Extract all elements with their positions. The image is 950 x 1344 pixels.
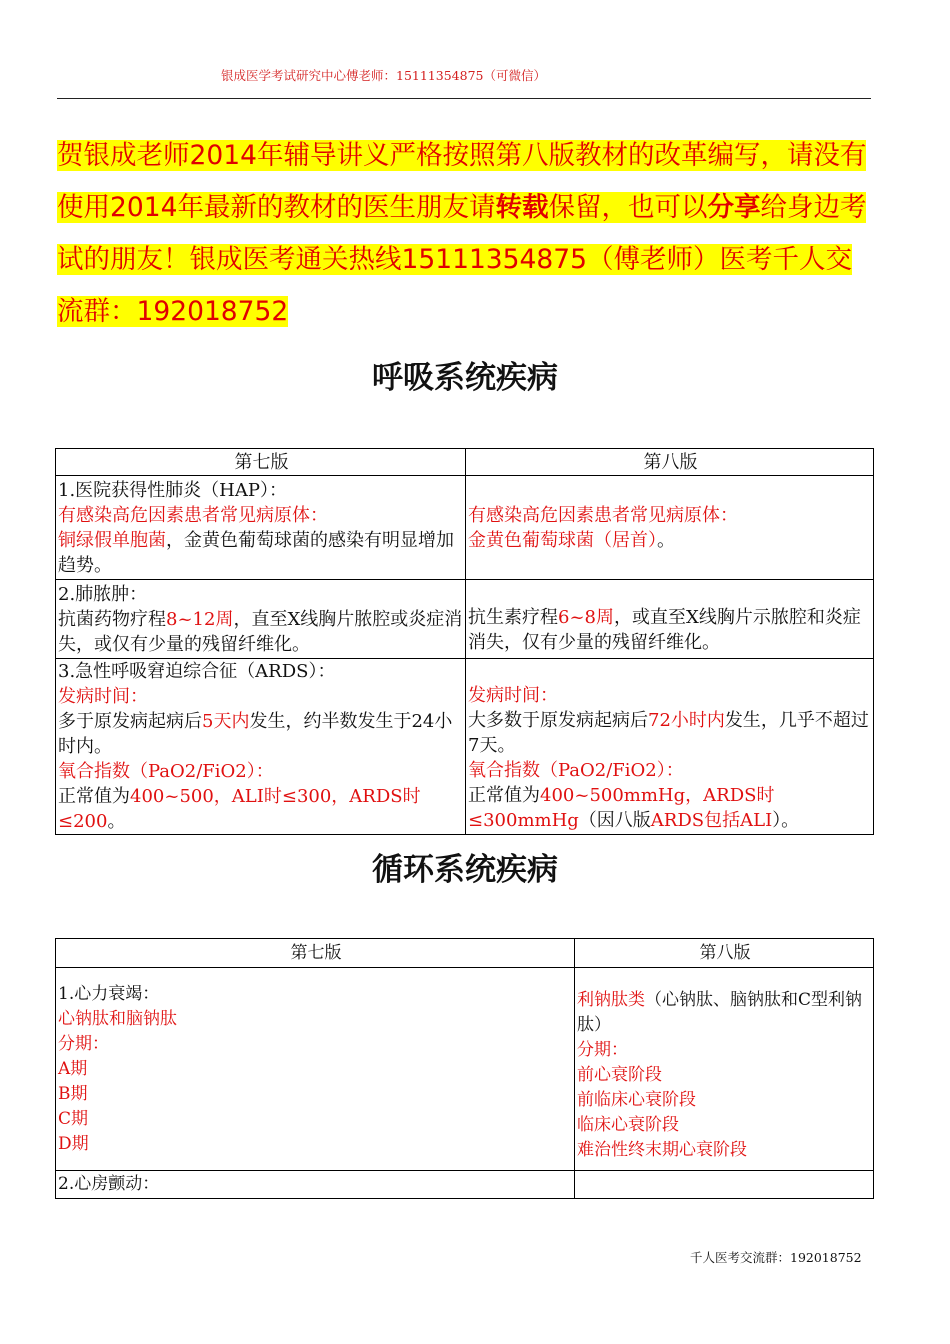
- abscess-course-8th: 6~8周: [558, 607, 614, 628]
- header-divider: [57, 98, 871, 99]
- hap-text-7th: ，金黄色葡萄球菌的感染有明显增加趋势。: [58, 529, 454, 576]
- column-header-7th-edition: 第七版: [56, 939, 575, 968]
- hap-risk-label-8th: 有感染高危因素患者常见病原体：: [468, 504, 738, 526]
- cell-af-8th: [575, 1171, 874, 1199]
- hf-stage-c: C期: [58, 1109, 89, 1129]
- ards-onset-text-a-7th: 多于原发病起病后: [58, 711, 202, 732]
- ards-oxygenation-label-8th: 氧合指数（PaO2/FiO2）：: [468, 759, 684, 781]
- column-header-8th-edition: 第八版: [575, 939, 874, 968]
- column-header-7th-edition: 第七版: [56, 449, 466, 476]
- abscess-text-b-8th: ，或直至X线胸片示脓腔和炎症消失，仅有少量的残留纤维化。: [468, 607, 861, 653]
- cell-hf-7th: [56, 968, 575, 1171]
- cell-af-7th: 2.心房颤动：: [56, 1171, 575, 1199]
- ards-ox-text-8th: 正常值为: [468, 784, 540, 806]
- promo-banner-text: [57, 140, 866, 327]
- ards-ox-mid-8th: （因八版: [578, 809, 651, 831]
- banner-bold-repost: 转载: [495, 192, 549, 223]
- banner-part3: 给身边考试的朋友！银成医考通关热线15111354875（傅老师）医考千人交流群：192018752: [57, 192, 867, 327]
- hf-stage-d: D期: [58, 1134, 89, 1154]
- hf-peptide-7th: 心钠肽和脑钠肽: [58, 1009, 177, 1029]
- abscess-course-7th: 8~12周: [166, 608, 234, 630]
- hap-pathogen-8th: 金黄色葡萄球菌（居首）: [468, 529, 657, 551]
- abscess-heading: 2.肺脓肿：: [58, 583, 148, 605]
- cell-ards-7th: [56, 659, 466, 835]
- column-header-8th-edition: 第八版: [466, 449, 874, 476]
- table-row-lung-abscess: [56, 580, 874, 659]
- cell-hf-8th: [575, 968, 874, 1171]
- cell-hap-7th: [56, 476, 466, 580]
- table-row-ards: [56, 659, 874, 835]
- hf-stage-label-7th: 分期：: [58, 1034, 109, 1054]
- table-row-hap: [56, 476, 874, 580]
- circulatory-comparison-table: [55, 938, 874, 1199]
- ards-onset-label-7th: 发病时间：: [58, 686, 148, 707]
- ards-ox-end-7th: 。: [107, 811, 126, 832]
- hf-stage-a: A期: [58, 1059, 88, 1079]
- table-row-heart-failure: [56, 968, 874, 1171]
- header-contact-note: 银成医学考试研究中心傅老师：15111354875（可微信）: [221, 68, 546, 83]
- cell-abscess-8th: [466, 580, 874, 659]
- promo-banner: [57, 130, 877, 338]
- ards-ox-end-8th: ）。: [772, 809, 800, 831]
- ards-onset-time-7th: 5天内: [202, 711, 250, 732]
- hap-pathogen-7th: 铜绿假单胞菌: [58, 529, 166, 551]
- hf-stage-b: B期: [58, 1084, 88, 1104]
- ards-onset-label-8th: 发病时间：: [468, 684, 558, 706]
- cell-ards-8th: [466, 659, 874, 835]
- banner-part1: 贺银成老师2014年辅导讲义严格按照第八版教材的改革编写，请没有使用2014年最新的教材的医生朋友请: [57, 140, 867, 223]
- hf-stage-label-8th: 分期：: [577, 1040, 628, 1060]
- ards-heading: 3.急性呼吸窘迫综合征（ARDS）：: [58, 661, 336, 682]
- hf-stage-preclinical: 前临床心衰阶段: [577, 1090, 696, 1110]
- hap-risk-label: 有感染高危因素患者常见病原体：: [58, 504, 328, 526]
- ards-ox-values-7th: 400~500，ALI时≤300，ARDS时≤200: [58, 786, 421, 832]
- cell-hap-8th: [466, 476, 874, 580]
- cell-abscess-7th: [56, 580, 466, 659]
- table-row-atrial-fibrillation: [56, 1171, 874, 1199]
- table-header-row: [56, 449, 874, 476]
- hf-stage-clinical: 临床心衰阶段: [577, 1115, 679, 1135]
- ards-ox-values-8th: 400~500mmHg，ARDS时≤300mmHg: [468, 784, 775, 831]
- banner-part2: 保留，也可以: [548, 192, 708, 223]
- table-header-row: [56, 939, 874, 968]
- ards-onset-time-8th: 72小时内: [648, 709, 725, 731]
- ards-ali-note-8th: ARDS包括ALI: [650, 809, 773, 831]
- section-title-circulatory: 循环系统疾病: [372, 852, 558, 888]
- banner-bold-share: 分享: [707, 192, 761, 223]
- abscess-text-b-7th: ，直至X线胸片脓腔或炎症消失，或仅有少量的残留纤维化。: [58, 608, 463, 655]
- ards-oxygenation-label-7th: 氧合指数（PaO2/FiO2）：: [58, 761, 274, 782]
- ards-onset-text-a-8th: 大多数于原发病起病后: [468, 709, 648, 731]
- ards-ox-text-7th: 正常值为: [58, 786, 130, 807]
- hf-peptide-detail-8th: （心钠肽、脑钠肽和C型利钠肽）: [577, 990, 863, 1035]
- section-title-respiratory: 呼吸系统疾病: [372, 360, 558, 396]
- hf-stage-refractory: 难治性终末期心衰阶段: [577, 1140, 747, 1160]
- hap-end-8th: 。: [657, 529, 675, 551]
- hap-heading: 1.医院获得性肺炎（HAP）：: [58, 479, 287, 501]
- ards-onset-text-b-7th: 发生，约半数发生于24小时内。: [58, 711, 453, 757]
- hf-peptide-8th: 利钠肽类: [577, 990, 645, 1010]
- hf-stage-pre: 前心衰阶段: [577, 1065, 662, 1085]
- abscess-text-a-7th: 抗菌药物疗程: [58, 608, 166, 630]
- abscess-text-a-8th: 抗生素疗程: [468, 607, 558, 628]
- respiratory-comparison-table: [55, 448, 874, 835]
- footer-group-note: 千人医考交流群：192018752: [690, 1250, 862, 1265]
- hf-heading: 1.心力衰竭：: [58, 984, 160, 1004]
- ards-onset-text-b-8th: 发生，几乎不超过7天。: [468, 709, 869, 756]
